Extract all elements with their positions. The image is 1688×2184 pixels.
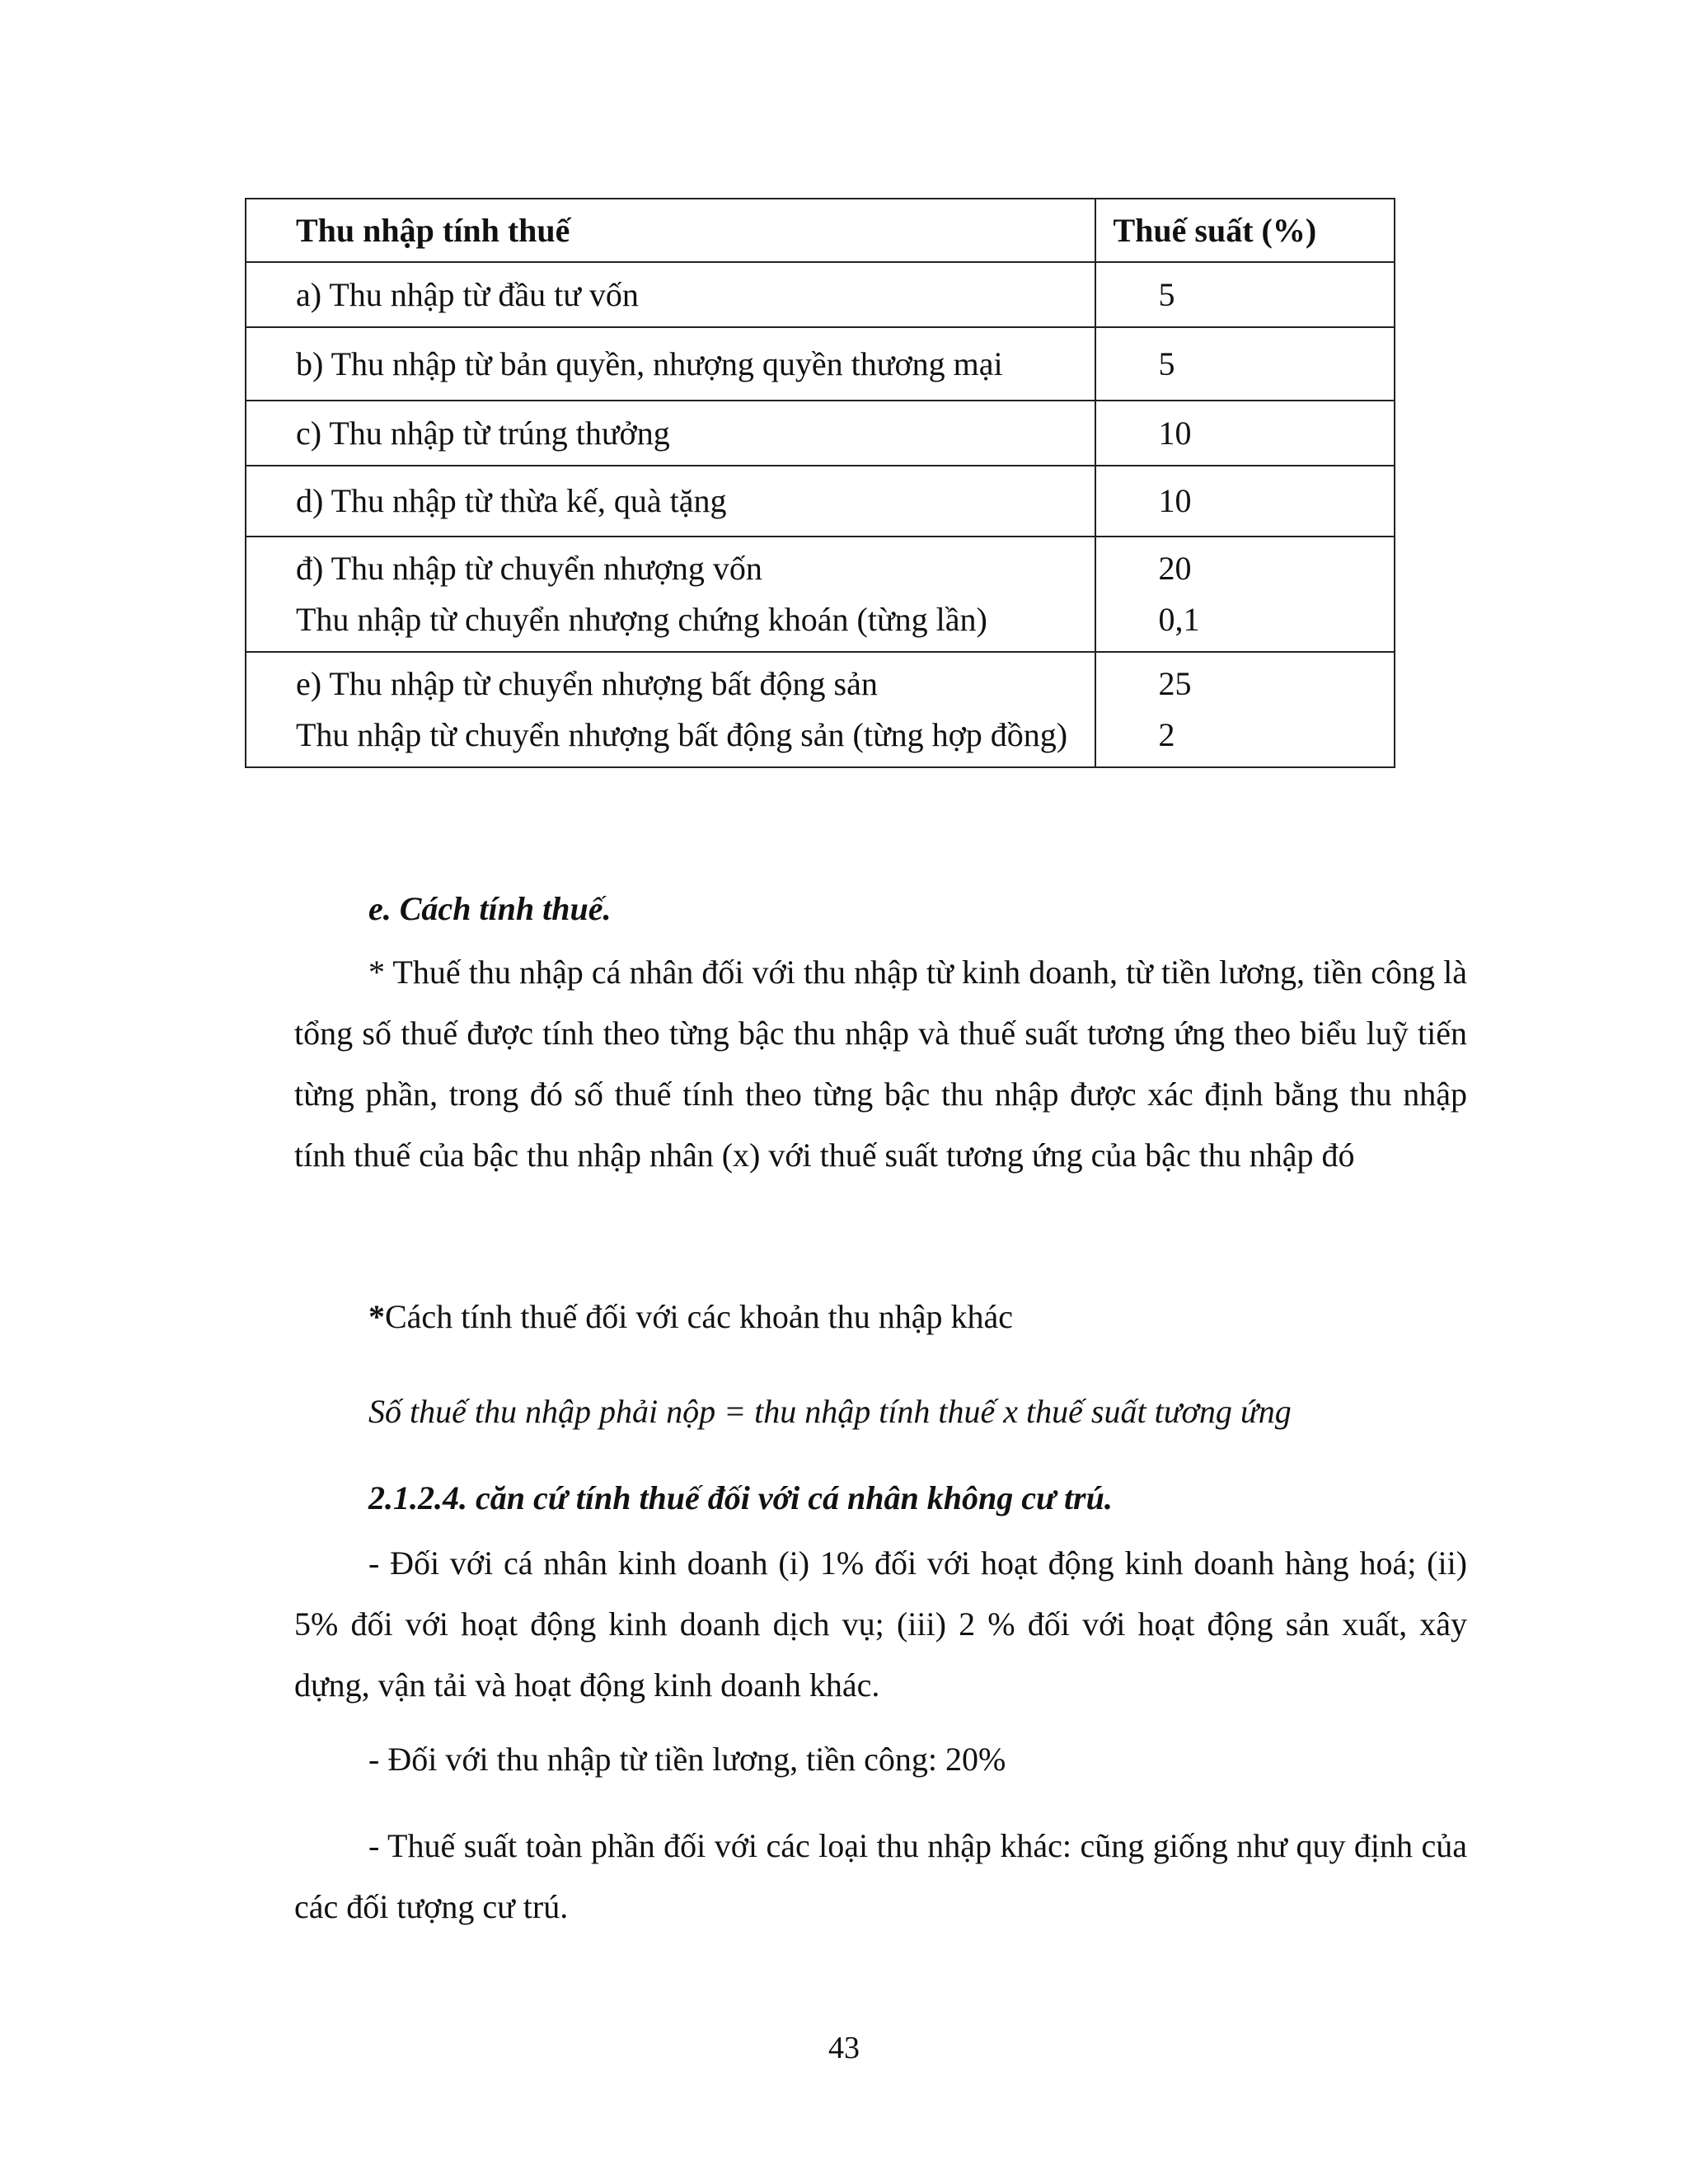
- table-row: [246, 401, 1395, 466]
- tax-rate-table: [245, 198, 1395, 768]
- header-taxable-income: Thu nhập tính thuế: [246, 199, 1095, 262]
- income-line: e) Thu nhập từ chuyển nhượng bất động sản: [296, 665, 878, 702]
- rate-value: 25: [1158, 665, 1192, 702]
- section-e-paragraph: [294, 942, 1467, 1186]
- table-row: [246, 262, 1395, 327]
- rate-value: 10: [1158, 482, 1192, 519]
- income-cell: [246, 262, 1095, 327]
- page-number: 43: [828, 2031, 860, 2065]
- other-income-star: *: [368, 1298, 385, 1335]
- rate-cell: [1095, 652, 1395, 767]
- income-cell: [246, 327, 1095, 401]
- rate-value: 5: [1158, 275, 1175, 313]
- rate-value: 0,1: [1158, 601, 1200, 638]
- business-rates-text: - Đối với cá nhân kinh doanh (i) 1% đối với hoạt động kinh doanh hàng hoá; (ii) 5% đối với hoạt động kinh doanh dịch vụ; (iii) 2 % đối với hoạt động sản xuất, xây dựng, vận tải và hoạt động kinh doanh khác.: [294, 1544, 1467, 1704]
- rate-value: 10: [1158, 414, 1192, 452]
- income-line: Thu nhập từ chuyển nhượng bất động sản (từng hợp đồng): [296, 716, 1068, 753]
- table-row: [246, 537, 1395, 652]
- other-rates-text: - Thuế suất toàn phần đối với các loại thu nhập khác: cũng giống như quy định của các đối tượng cư trú.: [294, 1827, 1467, 1925]
- rate-cell: [1095, 466, 1395, 537]
- income-line: d) Thu nhập từ thừa kế, quà tặng: [296, 482, 727, 519]
- income-cell: [246, 652, 1095, 767]
- salary-rate-line: - Đối với thu nhập từ tiền lương, tiền công: 20%: [368, 1741, 1006, 1778]
- tax-formula: Số thuế thu nhập phải nộp = thu nhập tính thuế x thuế suất tương ứng: [368, 1393, 1292, 1430]
- rate-cell: [1095, 327, 1395, 401]
- income-line: a) Thu nhập từ đầu tư vốn: [296, 275, 639, 313]
- rate-value: 2: [1158, 716, 1175, 753]
- header-tax-rate: Thuế suất (%): [1095, 199, 1395, 262]
- business-rates-paragraph: [294, 1533, 1467, 1716]
- other-income-method-text: Cách tính thuế đối với các khoản thu nhập khác: [385, 1298, 1014, 1335]
- other-rates-paragraph: [294, 1816, 1467, 1938]
- income-line: b) Thu nhập từ bản quyền, nhượng quyền thương mại: [296, 344, 1003, 382]
- section-2124-heading: 2.1.2.4. căn cứ tính thuế đối với cá nhân không cư trú.: [368, 1479, 1113, 1516]
- table-row: [246, 327, 1395, 401]
- section-e-paragraph-text: * Thuế thu nhập cá nhân đối với thu nhập từ kinh doanh, từ tiền lương, tiền công là tổng số thuế được tính theo từng bậc thu nhập và thuế suất tương ứng theo biểu luỹ tiến từng phần, trong đó số thuế tính theo từng bậc thu nhập được xác định bằng thu nhập tính thuế của bậc thu nhập nhân (x) với thuế suất tương ứng của bậc thu nhập đó: [294, 954, 1467, 1174]
- rate-value: 20: [1158, 550, 1192, 587]
- income-cell: [246, 537, 1095, 652]
- income-cell: [246, 466, 1095, 537]
- rate-value: 5: [1158, 344, 1175, 382]
- rate-cell: [1095, 262, 1395, 327]
- section-e-heading: e. Cách tính thuế.: [368, 890, 612, 927]
- income-line: đ) Thu nhập từ chuyển nhượng vốn: [296, 550, 762, 587]
- rate-cell: [1095, 537, 1395, 652]
- other-income-method: [368, 1296, 1013, 1338]
- income-cell: [246, 401, 1095, 466]
- rate-cell: [1095, 401, 1395, 466]
- income-line: Thu nhập từ chuyển nhượng chứng khoán (từng lần): [296, 601, 987, 638]
- income-line: c) Thu nhập từ trúng thưởng: [296, 414, 670, 452]
- table-row: [246, 652, 1395, 767]
- table-row: [246, 466, 1395, 537]
- table-header-row: [246, 199, 1395, 262]
